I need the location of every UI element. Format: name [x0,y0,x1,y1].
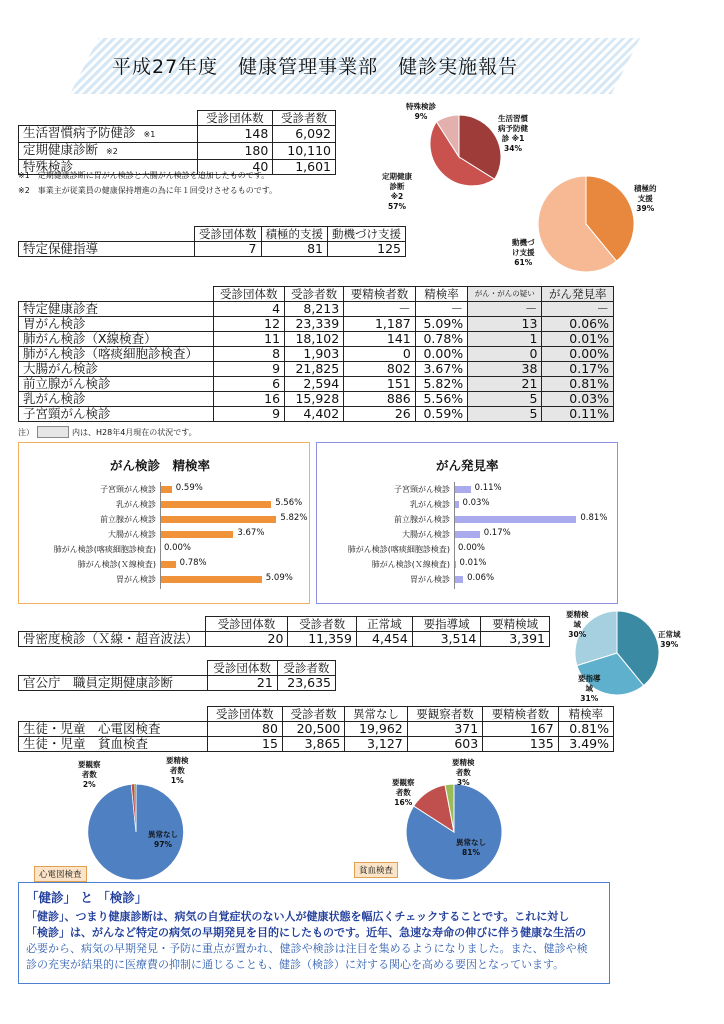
data-label: 0.81% [580,513,608,523]
bar [160,576,262,583]
table-row: 定期健康診断 ※2 180 10,110 [19,143,336,160]
explanation-line-1: 「健診」、つまり健康診断は、病気の自覚症状のない人が健康状態を幅広くチェックすることです。これに対し [26,910,570,923]
data-label: 0.03% [462,498,490,508]
table-row: 特定健康診査 4 8,213 － － － － [19,302,614,317]
table-row: 官公庁 職員定期健康診断 21 23,635 [19,676,336,691]
tick-label: 胃がん検診 [410,575,450,584]
tick-label: 肺がん検診(Ｘ線検査) [77,560,156,569]
table-government-checkup: 受診団体数 受診者数 官公庁 職員定期健康診断 21 23,635 [18,660,336,691]
table1-note-2: ※2 事業主が従業員の健康保持増進の為に年１回受けさせるものです。 [18,186,278,195]
pie1-label-lifestyle: 生活習慣 病予防健 診 ※1 34% [498,114,528,153]
table-student-checkup: 受診団体数 受診者数 異常なし 要観察者数 要精検者数 精検率 生徒・児童 心電図検査 80 20,500 19,962 371 167 0.81% 生徒・児童 貧血検査 15 3,865 3,127 603 135 3.49% [18,706,614,752]
data-label: 0.11% [474,483,502,493]
bar [454,486,471,493]
pie3-label-guidance: 要指導 域 31% [578,674,601,703]
data-label: 0.78% [179,558,207,568]
tick-label: 前立腺がん検診 [394,515,450,524]
data-label: 3.67% [237,528,265,538]
data-label: 0.59% [175,483,203,493]
table-row: 胃がん検診 12 23,339 1,187 5.09% 13 0.06% [19,317,614,332]
pie3-label-normal: 正常域 39% [658,630,681,649]
explanation-line-4: 診の充実が結果的に医療費の抑制に通じることも、健診（検診）に対する関心を高める要因となっています。 [26,958,565,971]
bar [160,531,233,538]
explanation-line-2: 「検診」は、がんなど特定の病気の早期発見を目的にしたものです。近年、急速な寿命の伸びに伴う健康な生活の [26,926,587,939]
pie4-label-detail: 要精検 者数 1% [166,756,189,785]
pie3-label-detail: 要精検 域 30% [566,610,589,639]
table-row: 特殊検診 40 1,601 [19,160,336,175]
data-label: 0.00% [164,543,192,553]
bar [454,516,576,523]
pie5-caption: 貧血検査 [354,862,398,878]
bar [160,516,276,523]
pie2-label-active: 積極的 支援 39% [634,184,657,213]
table-checkup-summary [18,110,336,175]
axis-line [454,482,455,589]
data-label: 0.17% [483,528,511,538]
tick-label: 子宮頸がん検診 [100,485,156,494]
page-title: 平成27年度 健康管理事業部 健診実施報告 [112,56,519,78]
table-bone-density: 受診団体数 受診者数 正常域 要指導域 要精検域 骨密度検診（Ｘ線・超音波法） 20 11,359 4,454 3,514 3,391 [18,616,550,647]
data-label: 0.01% [459,558,487,568]
table-health-guidance: 受診団体数 積極的支援 動機づけ支援 特定保健指導 7 81 125 [18,226,406,257]
chart2-title: がん発見率 [436,458,499,473]
tick-label: 前立腺がん検診 [100,515,156,524]
tick-label: 子宮頸がん検診 [394,485,450,494]
tick-label: 乳がん検診 [410,500,450,509]
pie-health-guidance [536,174,636,274]
tick-label: 肺がん検診(喀痰細胞診検査) [347,545,450,554]
table-row: 子宮頸がん検診 9 4,402 26 0.59% 5 0.11% [19,407,614,422]
pie5-label-detail: 要精検 者数 3% [452,758,475,787]
bar [454,531,480,538]
table1-note-1: ※1 定期健康診断に胃がん検診と大腸がん検診を追加したものです。 [18,171,270,180]
tick-label: 肺がん検診(Ｘ線検査) [371,560,450,569]
table-cancer-screening: 受診団体数 受診者数 要精検者数 精検率 がん・がんの疑い がん発見率 特定健康診査 4 8,213 － － － － 胃がん検診 12 23,339 1,187 5.09% 13 0.06% 肺がん検診（X線検査） 11 18,102 141 0.78% 1 0.01% 肺がん検診（喀痰細胞診検査） 8 1,903 0 0.00% 0 0.00% 大腸がん検診 9 21,825 802 3.67% 38 0.17% 前立腺がん検診 6 2,594 151 5.82% 21 0.81% 乳がん検診 16 15,928 886 5.56% 5 0.03% 子宮頸がん検診 9 4,402 26 0.59% 5 0.11% [18,286,614,422]
pie4-caption: 心電図検査 [34,866,87,882]
pie5-label-normal: 異常なし 81% [456,838,486,857]
bar [454,576,463,583]
table-row: 前立腺がん検診 6 2,594 151 5.82% 21 0.81% [19,377,614,392]
tick-label: 肺がん検診(喀痰細胞診検査) [53,545,156,554]
pie-checkup-types [416,114,502,200]
table-row: 生徒・児童 心電図検査 80 20,500 19,962 371 167 0.81% [19,722,614,737]
pie2-label-motive: 動機づ け支援 61% [512,238,535,267]
table-row: 特定保健指導 7 81 125 [19,242,406,257]
pie-anemia [404,782,504,882]
explanation-line-3: 必要から、病気の早期発見・予防に重点が置かれ、健診や検診は注目を集めるようになりました。また、健診や検 [26,942,588,955]
tick-label: 胃がん検診 [116,575,156,584]
table-row: 乳がん検診 16 15,928 886 5.56% 5 0.03% [19,392,614,407]
axis-line [160,482,161,589]
table-row: 生活習慣病予防健診 ※1 148 6,092 [19,126,336,143]
table-row: 肺がん検診（喀痰細胞診検査） 8 1,903 0 0.00% 0 0.00% [19,347,614,362]
data-label: 5.82% [280,513,308,523]
table-row: 肺がん検診（X線検査） 11 18,102 141 0.78% 1 0.01% [19,332,614,347]
data-label: 0.06% [467,573,495,583]
chart1-title: がん検診 精検率 [110,458,211,473]
data-label: 5.56% [275,498,303,508]
bar [160,501,271,508]
table-row: 骨密度検診（Ｘ線・超音波法） 20 11,359 4,454 3,514 3,391 [19,632,550,647]
bar [160,486,172,493]
gray-swatch [37,426,69,438]
table-row: 生徒・児童 貧血検査 15 3,865 3,127 603 135 3.49% [19,737,614,752]
data-label: 0.00% [458,543,486,553]
pie1-label-special: 特殊検診 9% [406,102,436,121]
header-orgs: 受診団体数 [197,111,273,126]
pie4-label-normal: 異常なし 97% [148,830,178,849]
table-row: 大腸がん検診 9 21,825 802 3.67% 38 0.17% [19,362,614,377]
tick-label: 乳がん検診 [116,500,156,509]
pie1-label-regular: 定期健康 診断 ※2 57% [382,172,412,211]
table3-note: 注） 内は、H28年4月現在の状況です。 [18,427,197,437]
data-label: 5.09% [265,573,293,583]
tick-label: 大腸がん検診 [108,530,156,539]
pie5-label-observe: 要観察 者数 16% [392,778,415,807]
header-people: 受診者数 [273,111,336,126]
bar [160,561,176,568]
pie4-label-observe: 要観察 者数 2% [78,760,101,789]
explanation-heading: 「健診」 と 「検診」 [26,890,148,905]
tick-label: 大腸がん検診 [402,530,450,539]
